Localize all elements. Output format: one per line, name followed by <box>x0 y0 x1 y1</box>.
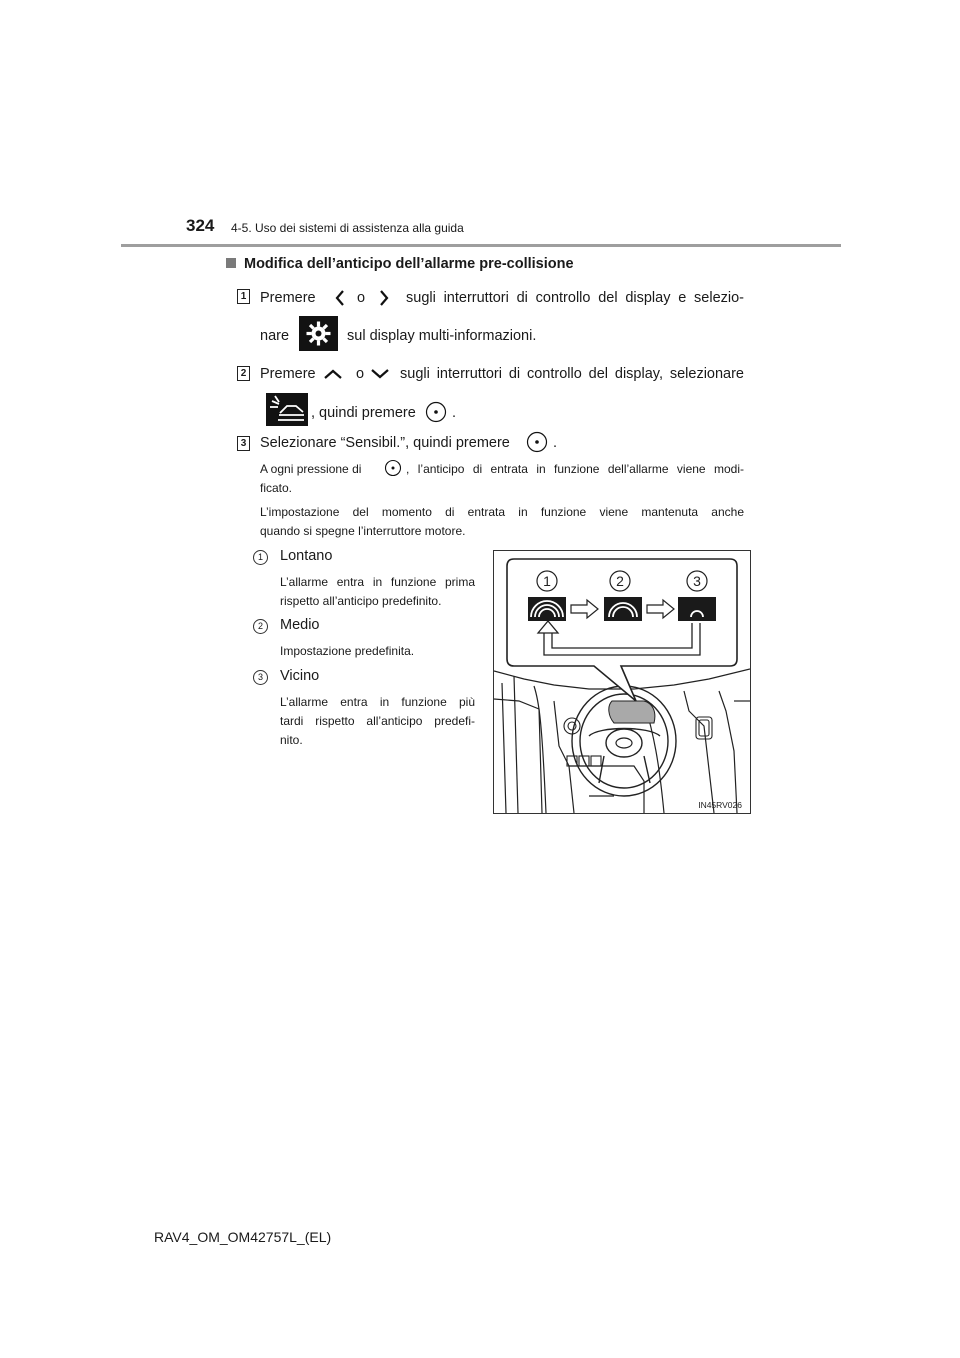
figure-label-3: 3 <box>693 573 701 589</box>
figure-label-1: 1 <box>543 573 551 589</box>
note-1-line1: , l’anticipo di entrata in funzione dell’allarme viene modi- <box>406 462 744 476</box>
header-rule <box>121 244 841 247</box>
step-1-text-line2: sul display multi-informazioni. <box>347 328 537 344</box>
item-desc-vicino-2: tardi rispetto all’anticipo predefi- <box>280 714 475 728</box>
chevron-left-icon <box>334 289 346 307</box>
dashboard-illustration <box>494 551 750 813</box>
step-3-text: Selezionare “Sensibil.”, quindi premere <box>260 435 510 451</box>
enter-button-icon <box>526 431 548 453</box>
item-title-vicino: Vicino <box>280 668 320 684</box>
chevron-down-icon <box>370 368 390 380</box>
note-2-line1: L’impostazione del momento di entrata in funzione viene mantenuta anche <box>260 505 744 519</box>
note-2-line2: quando si spegne l’interruttore motore. <box>260 524 466 538</box>
page-number: 324 <box>186 216 215 235</box>
chevron-up-icon <box>323 368 343 380</box>
step-number-3: 3 <box>237 436 250 451</box>
sensitivity-near-icon <box>678 597 716 621</box>
pre-collision-warning-icon <box>266 393 308 426</box>
note-1-line2: ficato. <box>260 481 293 495</box>
step-2-text-line2: , quindi premere <box>311 405 416 421</box>
item-title-lontano: Lontano <box>280 548 333 564</box>
enter-button-icon <box>425 401 447 423</box>
step-number-2: 2 <box>237 366 250 381</box>
step-1-label-premere: Premere <box>260 290 316 306</box>
enter-button-icon <box>384 459 402 477</box>
step-2-label-premere: Premere <box>260 366 316 382</box>
step-2-period: . <box>452 405 457 421</box>
item-number-2: 2 <box>253 619 268 634</box>
item-desc-vicino-3: nito. <box>280 733 303 747</box>
illustration-figure <box>493 550 751 814</box>
item-desc-medio: Impostazione predefinita. <box>280 644 415 658</box>
chevron-right-icon <box>378 289 390 307</box>
gear-setting-icon <box>299 316 338 351</box>
figure-code: IN45RV026 <box>698 800 742 810</box>
step-3-period: . <box>553 435 558 451</box>
item-desc-vicino-1: L’allarme entra in funzione più <box>280 695 475 709</box>
step-1-text-line1: sugli interruttori di controllo del display e selezio- <box>406 290 744 306</box>
item-desc-lontano-2: rispetto all’anticipo predefinito. <box>280 594 442 608</box>
section-title: 4-5. Uso dei sistemi di assistenza alla guida <box>231 221 464 235</box>
heading-text: Modifica dell’anticipo dell’allarme pre-collisione <box>244 256 574 272</box>
item-title-medio: Medio <box>280 617 320 633</box>
step-number-1: 1 <box>237 289 250 304</box>
item-desc-lontano-1: L’allarme entra in funzione prima <box>280 575 475 589</box>
heading-square-icon <box>226 258 236 268</box>
figure-label-2: 2 <box>616 573 624 589</box>
sensitivity-middle-icon <box>604 597 642 621</box>
step-2-text-line1: sugli interruttori di controllo del display, selezionare <box>400 366 744 382</box>
item-number-3: 3 <box>253 670 268 685</box>
item-number-1: 1 <box>253 550 268 565</box>
step-1-label-nare: nare <box>260 328 290 344</box>
step-2-or: o <box>356 366 365 382</box>
step-1-or: o <box>357 290 366 306</box>
subsection-heading <box>226 256 574 272</box>
note-1-start: A ogni pressione di <box>260 462 362 476</box>
document-code: RAV4_OM_OM42757L_(EL) <box>154 1229 332 1245</box>
